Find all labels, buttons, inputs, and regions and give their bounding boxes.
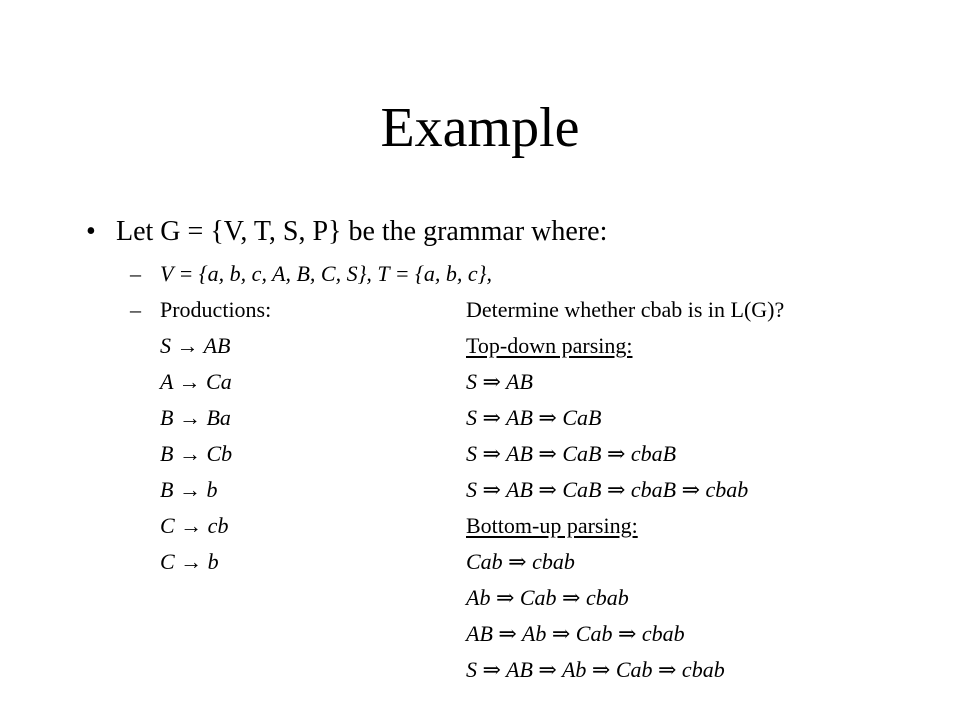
production-rule: C → b bbox=[160, 549, 219, 574]
intro-text: Let G = {V, T, S, P} be the grammar where: bbox=[116, 216, 608, 247]
production-rule: C → cb bbox=[160, 513, 229, 538]
bottomup-heading: Bottom-up parsing: bbox=[466, 513, 638, 538]
bullet-icon: • bbox=[86, 216, 96, 247]
slide-title: Example bbox=[380, 97, 580, 159]
production-rule: A → Ca bbox=[160, 369, 232, 394]
production-rule: B → b bbox=[160, 477, 218, 502]
sub-bullet-sets bbox=[130, 260, 492, 288]
derivation-step: S ⇒ AB ⇒ CaB bbox=[466, 405, 602, 430]
topdown-heading: Top-down parsing: bbox=[466, 333, 633, 358]
reduction-step: AB ⇒ Ab ⇒ Cab ⇒ cbab bbox=[466, 621, 685, 646]
production-rule: S → AB bbox=[160, 333, 231, 358]
vt-definition: V = {a, b, c, A, B, C, S}, T = {a, b, c}, bbox=[160, 261, 492, 286]
reduction-step: S ⇒ AB ⇒ Ab ⇒ Cab ⇒ cbab bbox=[466, 657, 725, 682]
derivation-step: S ⇒ AB ⇒ CaB ⇒ cbaB ⇒ cbab bbox=[466, 477, 749, 502]
reduction-step: Ab ⇒ Cab ⇒ cbab bbox=[466, 585, 629, 610]
derivation-step: S ⇒ AB bbox=[466, 369, 533, 394]
question-text: Determine whether cbab is in L(G)? bbox=[466, 297, 785, 322]
productions-label: Productions: bbox=[160, 297, 272, 322]
dash-icon: – bbox=[130, 261, 141, 286]
production-rule: B → Cb bbox=[160, 441, 233, 466]
reduction-step: Cab ⇒ cbab bbox=[466, 549, 575, 574]
production-rule: B → Ba bbox=[160, 405, 231, 430]
dash-icon: – bbox=[130, 297, 141, 322]
bullet-intro bbox=[86, 214, 607, 250]
sub-bullet-productions bbox=[130, 296, 271, 324]
derivation-step: S ⇒ AB ⇒ CaB ⇒ cbaB bbox=[466, 441, 677, 466]
